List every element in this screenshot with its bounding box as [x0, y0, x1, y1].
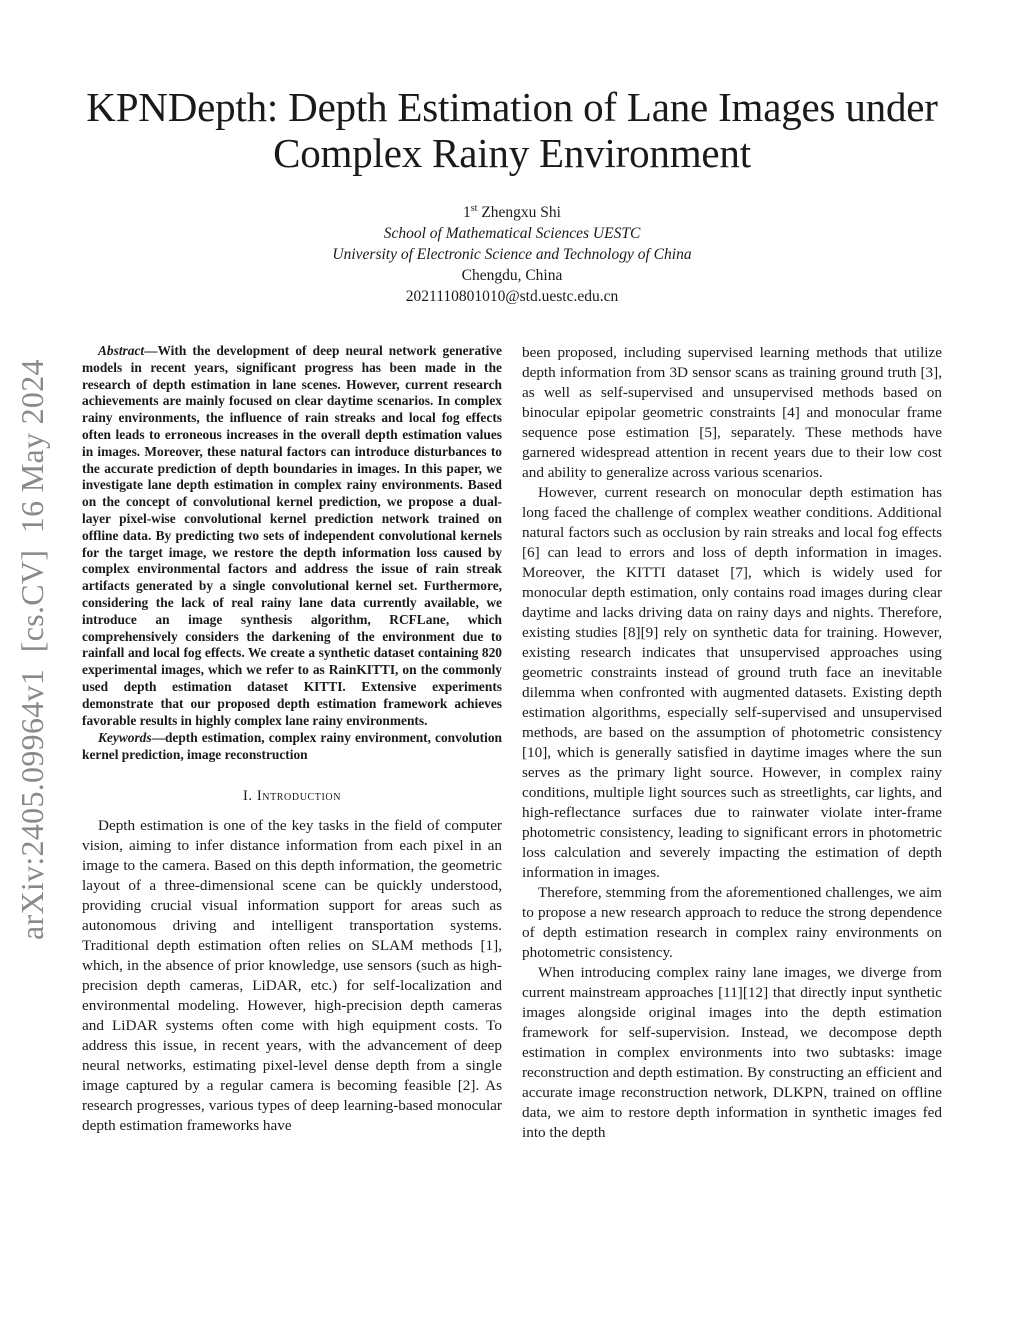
author-email[interactable]: 2021110801010@std.uestc.edu.cn — [405, 288, 619, 305]
author-name: Zhengxu Shi — [481, 204, 561, 221]
left-column — [82, 343, 502, 1136]
author-block — [200, 202, 824, 307]
abstract — [82, 343, 502, 729]
arxiv-identifier-stamp: arXiv:2405.09964v1 [cs.CV] 16 May 2024 — [14, 359, 50, 940]
keywords — [82, 730, 502, 764]
author-ordinal: 1 — [463, 204, 471, 221]
abstract-text: —With the development of deep neural network generative models in recent years, significant progress has been made in the research of depth estimation in lane scenes. However, current research achievements are mainly focused on clear daytime scenarios. In complex rainy environments, the influence of rain streaks and local fog effects often leads to erroneous increases in the overall depth estimation values in images. Moreover, these natural factors can introduce disturbances to the accurate prediction of depth boundaries in images. In this paper, we investigate lane depth estimation in complex rainy environments. Based on the concept of convolutional kernel prediction, we propose a dual-layer pixel-wise convolutional kernel prediction network trained on offline data. By predicting two sets of independent convolutional kernels for the target image, we restore the depth information loss caused by complex environmental factors and address the issue of rain streak artifacts generated by a single convolutional kernel set. Furthermore, considering the lack of real rainy lane data currently available, we introduce an image synthesis algorithm, RCFLane, which comprehensively considers the darkening of the environment due to rainfall and local fog effects. We create a synthetic dataset containing 820 experimental images, which we refer to as RainKITTI, on the commonly used depth estimation dataset KITTI. Extensive experiments demonstrate that our proposed depth estimation framework achieves favorable results in highly complex lane rainy environments. — [82, 343, 502, 728]
section-heading-introduction: I. Introduction — [242, 787, 342, 804]
paper-title: KPNDepth: Depth Estimation of Lane Images under Complex Rainy Environment — [86, 84, 938, 176]
author-ordinal-suffix: st — [470, 202, 478, 214]
keywords-text: —depth estimation, complex rainy environment, convolution kernel prediction, image reconstruction — [82, 730, 502, 763]
intro-paragraph-1: Depth estimation is one of the key tasks in the field of computer vision, aiming to infer distance information from each pixel in an image to the camera. Based on this depth information, the geometric layout of a three-dimensional scene can be quickly understood, providing crucial visual information support for areas such as autonomous driving and intelligent transportation systems. Traditional depth estimation often relies on SLAM methods [1], which, in the absence of prior knowledge, use sensors (such as high-precision depth cameras, LiDAR, etc.) for self-localization and environmental modeling. However, high-precision depth cameras and LiDAR systems often come with high equipment costs. To address this issue, in recent years, with the advancement of deep neural networks, estimating pixel-level dense depth from a single image captured by a regular camera is becoming feasible [2]. As research progresses, various types of deep learning-based monocular depth estimation frameworks have — [82, 816, 502, 1134]
intro-paragraph-3: Therefore, stemming from the aforementioned challenges, we aim to propose a new research approach to reduce the strong dependence of depth estimation research in complex rainy environments on photometric consistency. — [522, 884, 942, 961]
abstract-label: Abstract — [98, 343, 145, 358]
intro-paragraph-1-continued: been proposed, including supervised learning methods that utilize depth information from 3D sensor scans as training ground truth [3], as well as self-supervised and unsupervised methods based on binocular epipolar geometric constraints [4] and monocular frame sequence pose estimation [5], separately. These methods have garnered widespread attention in recent years due to their low cost and ability to generalize across various scenarios. — [522, 344, 942, 481]
intro-paragraph-4: When introducing complex rainy lane images, we diverge from current mainstream approaches [11][12] that directly input synthetic images alongside original images into the depth estimation framework for self-supervision. Instead, we decompose depth estimation in complex environments into two subtasks: image reconstruction and depth estimation. By constructing an efficient and accurate image reconstruction network, DLKPN, trained on offline data, we aim to restore depth information in synthetic images fed into the depth — [522, 964, 942, 1141]
author-affiliation-university: University of Electronic Science and Technology of China — [332, 246, 692, 263]
author-affiliation-school: School of Mathematical Sciences UESTC — [383, 225, 641, 242]
right-column — [522, 343, 942, 1143]
intro-paragraph-2: However, current research on monocular depth estimation has long faced the challenge of complex weather conditions. Additional natural factors such as occlusion by rain streaks and local fog effects [6] can lead to errors and loss of depth information in images. Moreover, the KITTI dataset [7], which is widely used for monocular depth estimation, only contains road images during clear daytime and lacks driving data on rainy days and nights. Therefore, existing studies [8][9] rely on synthetic data for training. However, existing research indicates that unsupervised approaches using geometric constraints instead of ground truth face an inevitable dilemma when confronted with augmented datasets. Existing depth estimation algorithms, especially self-supervised and unsupervised methods, are based on the assumption of photometric consistency [10], which is generally satisfied in daytime images where the sun serves as the primary light source. However, in complex rainy conditions, multiple light sources such as streetlights, car lights, and high-reflectance surfaces due to rainwater violate inter-frame photometric consistency, leading to significant errors in photometric loss calculation and severely impacting the estimation of depth information in images. — [522, 484, 942, 881]
author-name-line — [200, 202, 824, 223]
author-location: Chengdu, China — [461, 267, 563, 284]
keywords-label: Keywords — [98, 730, 152, 746]
